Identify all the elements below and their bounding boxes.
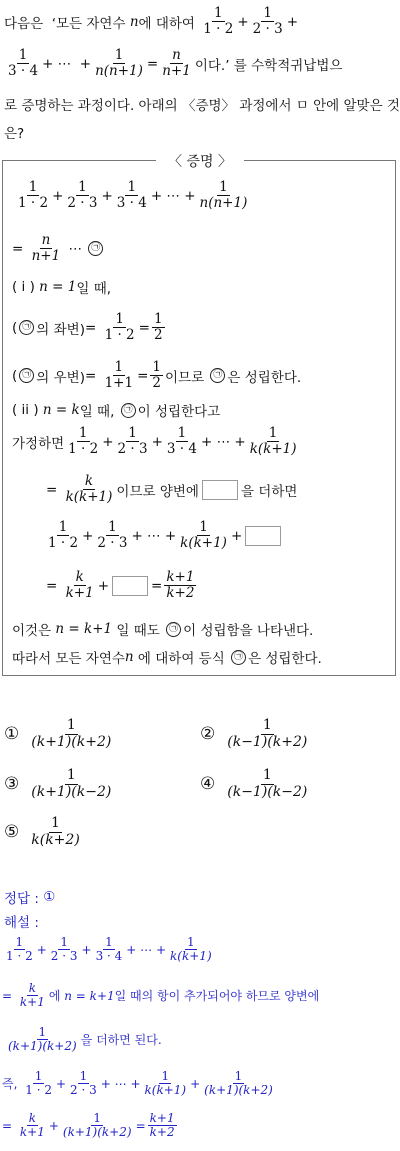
- fraction-numerator: 1: [268, 425, 278, 441]
- text-span: 에 대하여 등식: [137, 651, 225, 667]
- fraction: [160, 48, 193, 79]
- fraction-numerator: 1: [60, 935, 68, 949]
- fraction-denominator: 3 · 4: [8, 63, 39, 80]
- fraction-numerator: 1: [153, 311, 163, 327]
- fraction: [4, 936, 35, 964]
- text-span: ④: [200, 774, 216, 795]
- fraction: [18, 982, 47, 1010]
- fraction: [251, 6, 285, 37]
- fraction-numerator: 1: [114, 359, 124, 375]
- blank-box: [202, 480, 238, 500]
- fraction-numerator: k: [84, 473, 94, 489]
- text-span: ②: [200, 724, 216, 745]
- fraction-numerator: 1: [177, 425, 187, 441]
- fraction-numerator: 1: [66, 717, 76, 733]
- fraction: [148, 1112, 177, 1140]
- text-span: 〈 증명 〉: [156, 154, 244, 170]
- explanation-label: 해설 :: [4, 915, 39, 931]
- proof-title: [0, 151, 400, 171]
- text-span: n = k: [42, 402, 80, 418]
- fraction: [225, 718, 309, 750]
- fraction-numerator: 1: [28, 179, 38, 195]
- proof-conclusion-2: [12, 647, 322, 667]
- fraction: [115, 180, 149, 211]
- fraction-numerator: 1: [152, 359, 161, 375]
- text-span: 을 더하면: [240, 483, 298, 500]
- fraction-denominator: (k−1)(k+2): [227, 733, 308, 750]
- text-span: 즉,: [2, 1077, 18, 1092]
- fraction: [168, 936, 214, 964]
- fraction-denominator: (k+1)(k+2): [62, 1125, 132, 1140]
- fraction-numerator: 1: [187, 935, 195, 949]
- fraction: [152, 312, 165, 343]
- fraction-denominator: (k+1)(k+2): [204, 1083, 273, 1098]
- choice-1[interactable]: [4, 718, 115, 750]
- fraction: [6, 1026, 79, 1054]
- answer-line: [4, 887, 55, 907]
- fraction-numerator: 1: [262, 717, 272, 733]
- fraction: [178, 520, 229, 551]
- fraction-numerator: k: [28, 1111, 36, 1125]
- fraction-denominator: 1 · 2: [68, 441, 99, 458]
- fraction-denominator: 2 · 3: [70, 1083, 97, 1098]
- text-span: ①: [4, 724, 20, 745]
- proof-assume: 가정하면 $\frac{1}{1 \cdot 2}$ + $\frac{1}{2 \cdot 3}$ + $\frac{1}{3 \cdot 4}$ + ⋯ + $\frac{1}{k(k+1)}$: [12, 425, 297, 458]
- question-text: 에 대하여: [138, 15, 195, 32]
- fraction-denominator: k+2: [149, 1125, 175, 1140]
- fraction-denominator: 2 · 3: [117, 441, 148, 458]
- math-var: n: [129, 13, 139, 30]
- fraction-denominator: 2: [152, 375, 161, 392]
- fraction: [116, 426, 150, 457]
- fraction: [165, 426, 199, 457]
- fraction-denominator: (k+1)(k+2): [31, 733, 112, 750]
- choice-2[interactable]: [200, 718, 311, 750]
- text-span: ③: [4, 774, 20, 795]
- choice-5[interactable]: [4, 816, 84, 848]
- text-span: 은 성립한다.: [227, 369, 302, 386]
- text-span: n = k+1: [64, 988, 115, 1003]
- fraction: [49, 936, 80, 964]
- proof-case2: [12, 400, 220, 420]
- fraction-denominator: 1 · 2: [104, 327, 135, 344]
- fraction: [46, 520, 80, 551]
- fraction-numerator: k: [28, 981, 36, 995]
- fraction-denominator: k(k+1): [65, 489, 113, 506]
- fraction-numerator: 1: [219, 179, 228, 195]
- fraction-numerator: k: [75, 569, 84, 585]
- fraction-numerator: n: [172, 47, 181, 63]
- circle-marker: ㉠: [88, 241, 103, 256]
- circle-marker: ㉠: [121, 403, 136, 418]
- fraction-denominator: (k−1)(k−2): [227, 783, 308, 800]
- fraction: [64, 570, 96, 601]
- fraction: [16, 180, 50, 211]
- question-text: ‘모든 자연수: [51, 15, 126, 32]
- fraction-denominator: k(k+1): [180, 535, 227, 552]
- fraction: [103, 312, 137, 343]
- fraction: [248, 426, 299, 457]
- fraction-numerator: 1: [108, 519, 117, 535]
- fraction-denominator: 1+1: [104, 375, 134, 392]
- fraction-denominator: k+1: [65, 585, 94, 602]
- text-span: ⋯: [114, 1076, 127, 1091]
- circle-marker: ㉠: [231, 650, 246, 665]
- fraction-numerator: 1: [128, 425, 137, 441]
- text-span: ⋯: [166, 187, 180, 204]
- fraction-numerator: 1: [127, 179, 137, 195]
- text-span: 이므로 양변에: [116, 483, 199, 500]
- proof-line-eq: = $\frac{n}{n+1}$ ⋯ ㉠: [12, 233, 105, 264]
- text-span: n = 1: [39, 279, 77, 295]
- fraction-numerator: 1: [79, 1069, 88, 1083]
- fraction-denominator: 1 · 2: [48, 535, 79, 552]
- text-span: 일 때의 항이 추가되어야 하므로 양변에: [114, 989, 320, 1004]
- fraction: [164, 570, 196, 601]
- fraction: [66, 426, 100, 457]
- fraction: [29, 816, 82, 848]
- question-text: 다음은: [4, 15, 44, 32]
- question-text: 를 수학적귀납법으: [233, 57, 343, 74]
- fraction-denominator: n(n+1): [199, 195, 248, 212]
- question-line-3: 로 증명하는 과정이다. 아래의 〈증명〉 과정에서 ㅁ 안에 알맞은 것: [4, 98, 400, 114]
- fraction: [95, 520, 129, 551]
- text-span: 은 성립한다.: [248, 651, 322, 667]
- fraction-denominator: 1 · 2: [25, 1083, 52, 1098]
- proof-step-k: = $\frac{k}{k(k+1)}$ 이므로 양변에 을 더하면: [46, 473, 298, 506]
- fraction-numerator: 1: [18, 47, 28, 63]
- fraction-numerator: 1: [115, 311, 124, 327]
- text-span: ( ii ): [12, 402, 39, 418]
- fraction-numerator: 1: [105, 935, 113, 949]
- fraction-denominator: 2 · 3: [252, 21, 283, 38]
- fraction: [6, 48, 40, 79]
- text-span: n: [124, 649, 134, 665]
- text-span: ⋯: [140, 942, 153, 957]
- question-line-1: 다음은 ‘모든 자연수 n 에 대하여 $\frac{1}{1 \cdot 2}$ + $\frac{1}{2 \cdot 3}$ +: [4, 5, 299, 38]
- choice-4[interactable]: [200, 768, 311, 800]
- text-span: ⑤: [4, 822, 20, 843]
- question-line-4: 은?: [4, 126, 25, 142]
- fraction-numerator: 1: [199, 519, 208, 535]
- proof-lhs: ( ㉠ 의 좌변) = $\frac{1}{1 \cdot 2}$ = $\frac{1}{2}$: [12, 311, 163, 344]
- fraction-numerator: 1: [78, 425, 88, 441]
- proof-line-sum: $\frac{1}{1 \cdot 2}$ + $\frac{1}{2 \cdot 3}$ + $\frac{1}{3 \cdot 4}$ + ⋯ + $\frac{1}{n(n+1)}$: [18, 179, 248, 212]
- fraction: [198, 180, 250, 211]
- text-span: 이 성립한다고: [137, 404, 221, 420]
- fraction-denominator: 3 · 4: [166, 441, 197, 458]
- text-span: 이므로: [164, 369, 205, 386]
- fraction-denominator: k(k+1): [144, 1083, 187, 1098]
- text-span: ⋯: [147, 527, 161, 544]
- fraction-denominator: k(k+1): [249, 441, 297, 458]
- fraction-numerator: 1: [58, 519, 68, 535]
- fraction: [61, 1112, 134, 1140]
- text-span: 일 때도: [116, 623, 160, 639]
- fraction-denominator: (k+1)(k+2): [8, 1039, 77, 1054]
- circle-marker: ㉠: [210, 368, 225, 383]
- text-span: 에: [48, 989, 61, 1004]
- text-span: ①: [43, 889, 56, 905]
- fraction-numerator: 1: [51, 815, 60, 831]
- choice-3[interactable]: [4, 768, 115, 800]
- question-line-2: $\frac{1}{3 \cdot 4}$ + ⋯ + $\frac{1}{n(n+1)}$ = $\frac{n}{n+1}$ 이다.’ 를 수학적귀납법으: [8, 47, 343, 80]
- explanation-final: = $\frac{k}{k+1}$ + $\frac{1}{(k+1)(k+2)}$ = $\frac{k+1}{k+2}$: [2, 1111, 175, 1140]
- fraction: [94, 936, 125, 964]
- proof-conclusion-1: [12, 619, 313, 639]
- fraction: [23, 1070, 54, 1098]
- fraction-denominator: k+1: [19, 995, 45, 1010]
- fraction-denominator: k+1: [19, 1125, 45, 1140]
- text-span: n = k+1: [55, 621, 113, 637]
- fraction-numerator: 1: [262, 767, 272, 783]
- explanation-step3: 즉, $\frac{1}{1 \cdot 2}$ + $\frac{1}{2 \cdot 3}$ + ⋯ + $\frac{1}{k(k+1)}$ + $\frac{1}{(k+1)(k+2)}$: [2, 1069, 273, 1098]
- proof-result: = $\frac{k}{k+1}$ + = $\frac{k+1}{k+2}$: [46, 569, 195, 602]
- fraction: [150, 360, 163, 391]
- text-span: ⋯: [57, 55, 72, 72]
- fraction-numerator: n: [41, 232, 51, 248]
- fraction-denominator: k(k+1): [170, 949, 212, 964]
- circle-marker: ㉠: [19, 320, 34, 335]
- fraction-numerator: 1: [93, 1111, 102, 1125]
- question-text: 이다.’: [194, 57, 230, 74]
- fraction: [64, 474, 115, 505]
- text-span: ⋯: [68, 240, 83, 257]
- fraction: [29, 768, 113, 800]
- proof-rhs: ( ㉠ 의 우변) = $\frac{1}{1+1}$ = $\frac{1}{2}$ 이므로 ㉠ 은 성립한다.: [12, 359, 302, 392]
- fraction-denominator: 2: [153, 327, 163, 344]
- fraction-numerator: 1: [78, 179, 87, 195]
- blank-box: [245, 526, 281, 546]
- fraction: [225, 768, 309, 800]
- fraction-numerator: 1: [66, 767, 76, 783]
- fraction: [201, 6, 235, 37]
- fraction-denominator: (k+1)(k−2): [31, 783, 112, 800]
- fraction-numerator: 1: [114, 47, 124, 63]
- circle-marker: ㉠: [19, 368, 34, 383]
- fraction-denominator: 1 · 2: [203, 21, 234, 38]
- fraction-denominator: 1 · 2: [18, 195, 49, 212]
- proof-case1: [12, 277, 111, 297]
- text-span: 이 성립함을 나타낸다.: [183, 623, 314, 639]
- blank-box: [112, 576, 148, 596]
- text-span: 일 때,: [76, 281, 112, 297]
- explanation-step2: [4, 1026, 162, 1054]
- fraction-denominator: 3 · 4: [95, 949, 123, 964]
- explanation-step1: = $\frac{k}{k+1}$ 에 n = k+1 일 때의 항이 추가되어야 하므로 양변에: [2, 981, 320, 1010]
- text-span: 을 더하면 된다.: [80, 1033, 162, 1048]
- fraction: [65, 180, 99, 211]
- fraction: [30, 233, 63, 264]
- text-span: 일 때,: [79, 404, 115, 420]
- text-span: ⋯: [216, 433, 231, 450]
- fraction-numerator: 1: [263, 5, 272, 21]
- fraction-numerator: 1: [161, 1069, 170, 1083]
- fraction-numerator: 1: [34, 1069, 43, 1083]
- fraction-denominator: 2 · 3: [50, 949, 78, 964]
- fraction-numerator: k+1: [166, 569, 195, 585]
- fraction: [202, 1070, 275, 1098]
- text-span: 의 좌변): [36, 321, 85, 338]
- text-span: 가정하면: [12, 435, 65, 452]
- fraction: [103, 360, 136, 391]
- fraction-denominator: 1 · 2: [6, 949, 33, 964]
- fraction-denominator: 2 · 3: [67, 195, 98, 212]
- text-span: 정답 :: [4, 891, 39, 907]
- fraction-denominator: 2 · 3: [97, 535, 128, 552]
- fraction-denominator: n+1: [162, 63, 191, 80]
- fraction-denominator: n(n+1): [95, 63, 143, 80]
- fraction: [18, 1112, 47, 1140]
- fraction-numerator: 1: [234, 1069, 243, 1083]
- fraction: [29, 718, 113, 750]
- fraction-denominator: n+1: [31, 248, 61, 265]
- fraction-denominator: 3 · 4: [116, 195, 147, 212]
- fraction-numerator: 1: [214, 5, 223, 21]
- text-span: 이것은: [12, 623, 52, 639]
- fraction-denominator: k(k+2): [31, 831, 80, 848]
- circle-marker: ㉠: [166, 622, 181, 637]
- text-span: ( i ): [12, 279, 35, 295]
- fraction: [68, 1070, 99, 1098]
- fraction: [93, 48, 145, 79]
- proof-sum-k: $\frac{1}{1 \cdot 2}$ + $\frac{1}{2 \cdot 3}$ + ⋯ + $\frac{1}{k(k+1)}$ +: [44, 520, 284, 551]
- fraction: [143, 1070, 189, 1098]
- text-span: 의 우변): [36, 369, 85, 386]
- fraction-denominator: k+2: [166, 585, 195, 602]
- text-span: 따라서 모든 자연수: [12, 651, 125, 667]
- fraction-numerator: 1: [38, 1025, 47, 1039]
- explanation-sum: $\frac{1}{1 \cdot 2}$ + $\frac{1}{2 \cdot 3}$ + $\frac{1}{3 \cdot 4}$ + ⋯ + $\frac{1}{k(k+1)}$: [6, 935, 212, 964]
- fraction-numerator: k+1: [149, 1111, 175, 1125]
- fraction-numerator: 1: [15, 935, 24, 949]
